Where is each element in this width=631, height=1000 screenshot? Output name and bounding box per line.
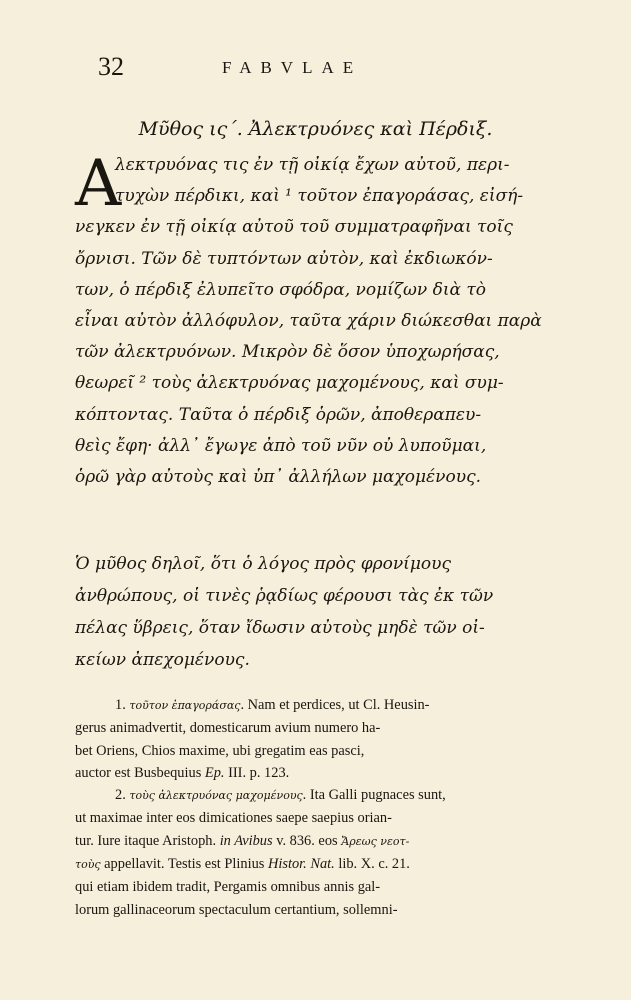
footnote-line [75, 853, 595, 876]
footnote-line [75, 830, 595, 853]
drop-cap-initial: Α [75, 147, 122, 221]
footnote-line [75, 807, 595, 829]
citation-italic: Ep. [204, 764, 225, 781]
footnote-line [75, 762, 595, 784]
fable-line: τυχὼν πέρδικι, καὶ ¹ τοῦτον ἐπαγοράσας, εἰσή- [115, 186, 524, 207]
greek-lemma: τοὺς ἀλεκτρυόνας μαχομένους [129, 789, 303, 803]
citation-italic: Histor. Nat. [267, 856, 335, 873]
note-text: tur. Iure itaque Aristoph. [75, 832, 220, 849]
footnote-line [75, 717, 595, 739]
fable-line: λεκτρυόνας τις ἐν τῇ οἰκίᾳ ἔχων αὐτοῦ, περι- [115, 155, 510, 175]
note-text: lorum gallinaceorum spectaculum certantium, sollemni- [75, 901, 398, 918]
running-head: FABVLAE [222, 58, 363, 77]
footnote-line [75, 899, 595, 921]
fable-line: τῶν ἀλεκτρυόνων. Μικρὸν δὲ ὅσον ὑποχωρήσας, [75, 342, 500, 363]
page-number: 32 [98, 52, 124, 81]
note-text: 2. [115, 787, 130, 804]
greek-lemma: Ἄρεως νεοτ- [341, 834, 410, 848]
moral-line: ἀνθρώπους, οἱ τινὲς ῥᾳδίως φέρουσι τὰς ἐκ τῶν [75, 586, 494, 606]
moral-line: πέλας ὕβρεις, ὅταν ἴδωσιν αὐτοὺς μηδὲ τῶν οἰ- [75, 618, 485, 638]
footnote-line [75, 876, 595, 898]
greek-lemma: τοὺς [75, 858, 101, 872]
fable-line: νεγκεν ἐν τῇ οἰκίᾳ αὐτοῦ τοῦ συμματραφῆναι τοῖς [75, 217, 513, 238]
fable-line: θεωρεῖ ² τοὺς ἀλεκτρυόνας μαχομένους, καὶ συμ- [75, 373, 504, 394]
moral-line: Ὁ μῦθος δηλοῖ, ὅτι ὁ λόγος πρὸς φρονίμους [75, 554, 451, 574]
note-text: . Nam et perdices, ut Cl. Heusin- [240, 697, 430, 713]
footnotes [75, 694, 595, 921]
page-header [0, 52, 631, 82]
fable-line: ὄρνισι. Τῶν δὲ τυπτόντων αὐτὸν, καὶ ἐκδιωκόν- [75, 248, 493, 269]
footnote-line [75, 740, 595, 762]
note-text: III. p. 123. [224, 764, 290, 781]
greek-lemma: τοῦτον ἐπαγοράσας [129, 699, 241, 712]
fable-line: κόπτοντας. Ταῦτα ὁ πέρδιξ ὁρῶν, ἀποθεραπευ- [75, 404, 482, 425]
fable-line: θεὶς ἔφη· ἀλλ᾽ ἔγωγε ἀπὸ τοῦ νῦν οὐ λυποῦμαι, [75, 435, 487, 456]
note-text: ut maximae inter eos dimicationes saepe saepius orian- [75, 810, 392, 827]
fable-line: ὁρῶ γὰρ αὐτοὺς καὶ ὑπ᾽ ἀλλήλων μαχομένους. [75, 467, 482, 488]
note-text: bet Oriens, Chios maxime, ubi gregatim eas pasci, [75, 742, 365, 759]
note-text: auctor est Busbequius [75, 764, 205, 781]
footnote-line [75, 694, 595, 717]
note-text: gerus animadvertit, domesticarum avium numero ha- [75, 720, 381, 737]
fable-text [75, 147, 565, 493]
note-text: v. 836. eos [272, 832, 342, 849]
note-text: appellavit. Testis est Plinius [100, 856, 268, 873]
fable-title: Μῦθος ις΄. Ἀλεκτρυόνες καὶ Πέρδιξ. [138, 118, 493, 140]
fable-moral [75, 548, 585, 676]
citation-italic: in Avibus [219, 832, 273, 849]
fable-line: των, ὁ πέρδιξ ἐλυπεῖτο σφόδρα, νομίζων διὰ τὸ [75, 279, 487, 300]
note-text: . Ita Galli pugnaces sunt, [302, 787, 446, 804]
footnote-line [75, 784, 595, 807]
fable-line: εἶναι αὐτὸν ἀλλόφυλον, ταῦτα χάριν διώκεσθαι παρὰ [75, 311, 542, 332]
note-text: qui etiam ibidem tradit, Pergamis omnibus annis gal- [75, 879, 381, 896]
note-text: lib. X. c. 21. [334, 856, 410, 873]
moral-line: κείων ἀπεχομένους. [75, 650, 250, 670]
note-text: 1. [115, 697, 130, 713]
